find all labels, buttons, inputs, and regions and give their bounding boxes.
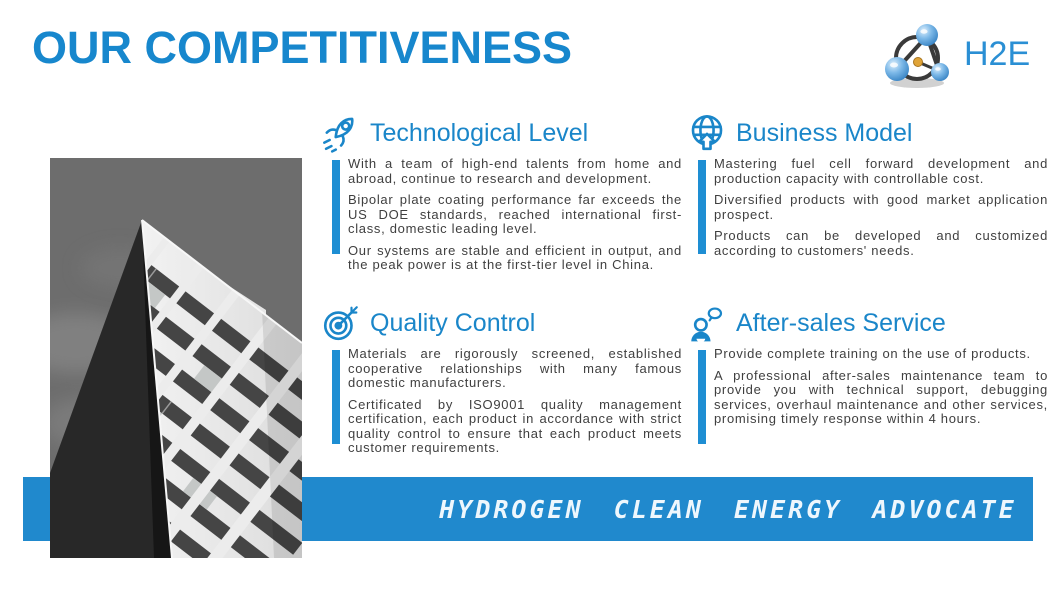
section-heading: Quality Control (370, 308, 536, 337)
person-chat-icon (686, 302, 728, 344)
paragraph: Bipolar plate coating performance far exceeds the US DOE standards, reached international first-class, domestic leading level. (348, 192, 682, 236)
target-dart-icon (320, 302, 362, 344)
section-heading: After-sales Service (736, 308, 946, 337)
building-photo (50, 158, 302, 558)
paragraph: Mastering fuel cell forward development and production capacity with controllable cost. (714, 156, 1048, 186)
section-business-model (686, 112, 1048, 265)
paragraph: Products can be developed and customized according to customers' needs. (714, 228, 1048, 258)
logo-text: H2E (964, 34, 1031, 73)
paragraph: A professional after-sales maintenance team to provide you with technical support, debugging services, overhaul maintenance and other services, promising timely response within 4 hours. (714, 367, 1048, 426)
banner-slogan: HYDROGEN CLEAN ENERGY ADVOCATE (439, 494, 1017, 524)
section-quality-control (320, 302, 682, 463)
paragraph: Diversified products with good market application prospect. (714, 192, 1048, 222)
accent-bar (332, 160, 340, 254)
accent-bar (698, 350, 706, 444)
rocket-icon (320, 112, 362, 154)
section-technological-level (320, 112, 682, 280)
section-heading: Technological Level (370, 118, 589, 147)
paragraph: Certificated by ISO9001 quality management certification, each product in accordance with strict quality control to ensure that each product meets customer requirements. (348, 396, 682, 455)
page-title: OUR COMPETITIVENESS (32, 22, 573, 73)
paragraph: Provide complete training on the use of products. (714, 346, 1031, 361)
globe-arrow-icon (686, 112, 728, 154)
accent-bar (698, 160, 706, 254)
paragraph: Materials are rigorously screened, established cooperative relationships with many famous domestic manufacturers. (348, 346, 682, 390)
section-heading: Business Model (736, 118, 913, 147)
paragraph: With a team of high-end talents from home and abroad, continue to research and development. (348, 156, 682, 186)
accent-bar (332, 350, 340, 444)
molecule-icon (880, 21, 958, 91)
section-after-sales-service (686, 302, 1048, 434)
paragraph: Our systems are stable and efficient in output, and the peak power is at the first-tier level in China. (348, 242, 682, 272)
company-logo (880, 18, 1045, 94)
